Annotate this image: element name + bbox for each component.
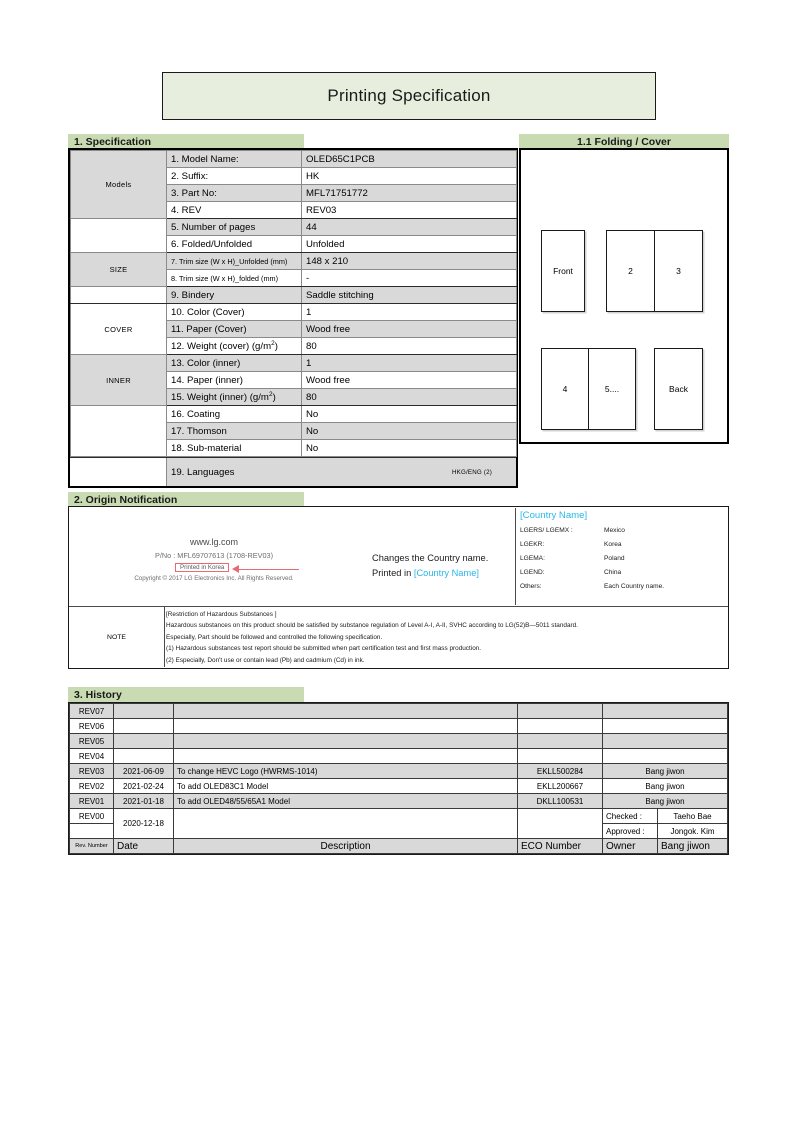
footer-date: Date: [114, 839, 174, 854]
spec-group-empty-2: [71, 287, 167, 304]
spec-item-value: No: [302, 406, 517, 423]
country-key: LGERS/ LGEMX :: [520, 526, 573, 534]
spec-languages-label: 19. Languages: [171, 466, 235, 478]
folding-page-4-label: 4: [562, 384, 568, 394]
folding-cover-diagram: [519, 148, 729, 444]
spec-item-value: No: [302, 423, 517, 440]
spec-group-inner: INNER: [71, 355, 167, 406]
spec-item-value: 1: [302, 304, 517, 321]
history-owner: [603, 734, 728, 749]
spec-item-value: Saddle stitching: [302, 287, 517, 304]
country-change-note: [372, 551, 488, 581]
specification-table: [68, 148, 518, 488]
country-value: Mexico: [604, 526, 625, 534]
country-value: China: [604, 568, 622, 576]
spec-item-label: 17. Thomson: [167, 423, 302, 440]
history-date: [114, 719, 174, 734]
folding-page-2-label: 2: [628, 266, 633, 276]
history-rev: REV06: [70, 719, 114, 734]
country-key: LGEND:: [520, 568, 545, 576]
country-row: [520, 579, 727, 593]
spec-item-label: 16. Coating: [167, 406, 302, 423]
spec-languages-row: [70, 457, 516, 486]
country-row: [520, 537, 727, 551]
spec-item-value: -: [302, 270, 517, 287]
history-owner: Bang jiwon: [603, 764, 728, 779]
history-checked-name: Taeho Bae: [658, 809, 728, 824]
history-description: [174, 734, 518, 749]
history-eco: EKLL200667: [518, 779, 603, 794]
history-eco: [518, 719, 603, 734]
country-row: [520, 565, 727, 579]
footer-owner-value: Bang jiwon: [658, 839, 728, 854]
spec-item-value: Wood free: [302, 321, 517, 338]
history-description: To add OLED83C1 Model: [174, 779, 518, 794]
section-header-folding-cover: 1.1 Folding / Cover: [519, 134, 729, 149]
history-rev: REV04: [70, 749, 114, 764]
folding-page-front: [541, 230, 585, 312]
note-line: (2) Especially, Don't use or contain lead (Pb) and cadmium (Cd) in ink.: [166, 656, 365, 664]
country-key: LGEMA:: [520, 554, 545, 562]
history-rev: REV07: [70, 704, 114, 719]
section-header-origin-notification: 2. Origin Notification: [68, 492, 304, 507]
lg-label-artwork: [69, 507, 359, 607]
country-change-line-1: Changes the Country name.: [372, 553, 489, 563]
history-description: To change HEVC Logo (HWRMS-1014): [174, 764, 518, 779]
table-row-rev00: [70, 809, 728, 824]
spec-item-label: 4. REV: [167, 202, 302, 219]
note-label: NOTE: [69, 607, 165, 667]
history-description: [174, 704, 518, 719]
spec-group-cover: COVER: [71, 304, 167, 355]
country-key: Others:: [520, 582, 542, 590]
history-rev: REV05: [70, 734, 114, 749]
folding-page-front-label: Front: [553, 266, 573, 276]
spec-item-label: 15. Weight (inner) $(g/m^2)$: [167, 389, 302, 406]
origin-notification-panel: [68, 506, 729, 669]
spec-item-value: REV03: [302, 202, 517, 219]
table-row: [70, 719, 728, 734]
spec-group-size: SIZE: [71, 253, 167, 287]
history-date: 2021-02-24: [114, 779, 174, 794]
history-eco: [518, 749, 603, 764]
history-owner: [603, 749, 728, 764]
section-header-history: 3. History: [68, 687, 304, 702]
folding-page-spread-4-5: [541, 348, 636, 430]
spec-item-label: 10. Color (Cover): [167, 304, 302, 321]
footer-eco-number: ECO Number: [518, 839, 603, 854]
history-approved-name: Jongok. Kim: [658, 824, 728, 839]
spec-item-label: 11. Paper (Cover): [167, 321, 302, 338]
history-checked-label: Checked :: [603, 809, 658, 824]
table-row: [70, 734, 728, 749]
history-date: 2021-06-09: [114, 764, 174, 779]
note-body: [166, 609, 724, 666]
table-row: [70, 704, 728, 719]
table-row: [70, 764, 728, 779]
history-rev-blank: [70, 824, 114, 839]
history-approved-label: Approved :: [603, 824, 658, 839]
country-table-title: [Country Name]: [520, 510, 588, 521]
history-eco: [518, 704, 603, 719]
spec-item-value: HK: [302, 168, 517, 185]
country-value: Korea: [604, 540, 622, 548]
country-change-line-2: [372, 566, 488, 581]
spec-item-value: 80: [302, 389, 517, 406]
footer-description: Description: [174, 839, 518, 854]
history-date: 2020-12-18: [114, 809, 174, 839]
folding-page-back: [654, 348, 703, 430]
table-row: [70, 794, 728, 809]
history-owner: Bang jiwon: [603, 779, 728, 794]
spec-item-label: 18. Sub-material: [167, 440, 302, 457]
spec-item-value: 80: [302, 338, 517, 355]
country-key: LGEKR:: [520, 540, 545, 548]
country-row: [520, 551, 727, 565]
spec-item-label: 3. Part No:: [167, 185, 302, 202]
country-row: [520, 523, 727, 537]
history-owner: [603, 719, 728, 734]
history-date: [114, 734, 174, 749]
printed-in-prefix: Printed in: [372, 568, 414, 578]
history-table: [68, 702, 729, 855]
folding-page-back-label: Back: [669, 384, 688, 394]
arrow-line-icon: [237, 569, 299, 570]
history-rev: REV02: [70, 779, 114, 794]
spec-item-value: No: [302, 440, 517, 457]
note-line: Especially, Part should be followed and controlled the following specification.: [166, 633, 383, 641]
spec-group-empty-3: [71, 406, 167, 457]
history-date: [114, 704, 174, 719]
country-value: Poland: [604, 554, 625, 562]
table-footer-row: [70, 839, 728, 854]
lg-part-number: P/No : MFL69707613 (1708-REV03): [154, 551, 274, 560]
spec-languages-spacer: [70, 458, 167, 486]
spec-item-label: 6. Folded/Unfolded: [167, 236, 302, 253]
history-date: 2021-01-18: [114, 794, 174, 809]
spec-item-value: 1: [302, 355, 517, 372]
country-name-placeholder: [Country Name]: [413, 568, 479, 578]
spec-item-value: OLED65C1PCB: [302, 151, 517, 168]
spec-item-value: 44: [302, 219, 517, 236]
spec-item-label: 1. Model Name:: [167, 151, 302, 168]
spec-languages-value: HKG/ENG (2): [451, 468, 492, 476]
history-date: [114, 749, 174, 764]
folding-page-spread-2-3: [606, 230, 703, 312]
history-description: To add OLED48/55/65A1 Model: [174, 794, 518, 809]
spec-group-empty-1: [71, 219, 167, 253]
note-line: [Restriction of Hazardous Substances ]: [166, 611, 277, 618]
spec-item-label: 14. Paper (inner): [167, 372, 302, 389]
spec-item-label: 12. Weight (cover) $(g/m^2)$: [167, 338, 302, 355]
footer-owner-label: Owner: [603, 839, 658, 854]
country-value: Each Country name.: [604, 582, 665, 590]
spec-item-label: 7. Trim size (W x H)_Unfolded (mm): [167, 253, 302, 270]
history-owner: Bang jiwon: [603, 794, 728, 809]
printed-in-korea-callout: Printed in Korea: [175, 563, 229, 572]
history-eco: [518, 809, 603, 839]
origin-note-row: [69, 607, 728, 667]
history-description: [174, 719, 518, 734]
country-name-table: [515, 508, 727, 605]
history-eco: DKLL100531: [518, 794, 603, 809]
spec-item-label: 8. Trim size (W x H)_folded (mm): [167, 270, 302, 287]
table-row: [70, 779, 728, 794]
history-eco: EKLL500284: [518, 764, 603, 779]
spec-item-value: 148 x 210: [302, 253, 517, 270]
spec-item-label: 5. Number of pages: [167, 219, 302, 236]
page-title: Printing Specification: [162, 72, 656, 120]
lg-website-url: www.lg.com: [189, 537, 238, 547]
spec-item-label: 13. Color (inner): [167, 355, 302, 372]
spec-item-value: MFL71751772: [302, 185, 517, 202]
folding-page-3-label: 3: [654, 231, 702, 311]
spec-item-value: Unfolded: [302, 236, 517, 253]
footer-rev-number: Rev. Number: [70, 839, 114, 854]
history-description: [174, 809, 518, 839]
lg-copyright: Copyright © 2017 LG Electronics Inc. All Rights Reserved.: [134, 575, 294, 582]
spec-item-label: 9. Bindery: [167, 287, 302, 304]
section-header-specification: 1. Specification: [68, 134, 304, 149]
history-rev: REV01: [70, 794, 114, 809]
folding-page-5-label: 5....: [588, 349, 635, 429]
origin-top-row: [69, 507, 728, 607]
history-description: [174, 749, 518, 764]
note-line: (1) Hazardous substances test report should be submitted when part certification test and first mass production.: [166, 645, 482, 653]
spec-item-label: 2. Suffix:: [167, 168, 302, 185]
history-rev: REV00: [70, 809, 114, 824]
table-row: [70, 749, 728, 764]
note-line: Hazardous substances on this product should be satisfied by substance regulation of Level A-I, A-II, SVHC according to LG(52)B—5011 standard.: [166, 622, 578, 630]
spec-group-models: Models: [71, 151, 167, 219]
history-rev: REV03: [70, 764, 114, 779]
history-owner: [603, 704, 728, 719]
history-eco: [518, 734, 603, 749]
spec-item-value: Wood free: [302, 372, 517, 389]
